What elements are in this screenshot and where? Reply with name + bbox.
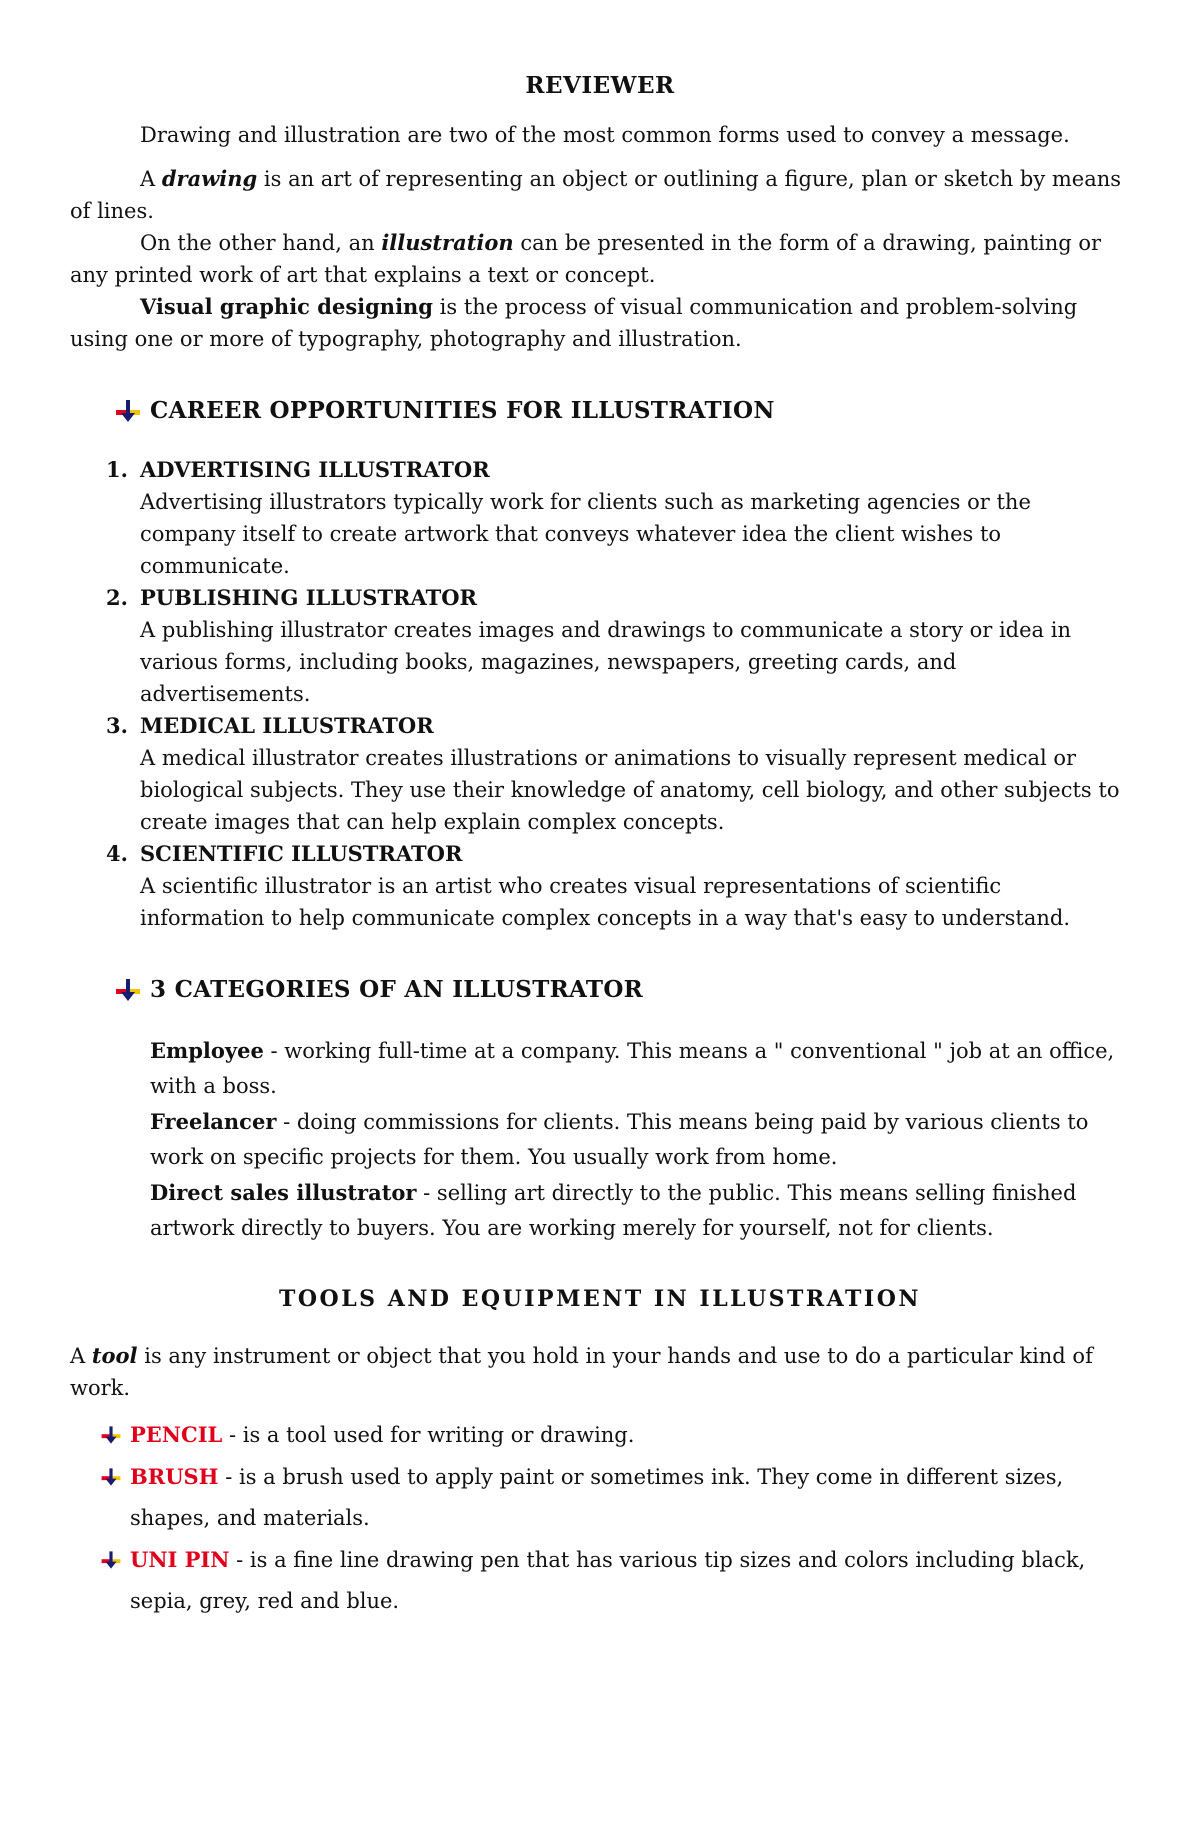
career-item	[106, 710, 1130, 838]
text: On the other hand, an	[140, 231, 382, 255]
tool-definition	[70, 1340, 1130, 1404]
arrow-down-bullet-icon	[100, 1424, 122, 1446]
text: is an art of representing an object or outlining a figure, plan or sketch by means of lines.	[70, 167, 1122, 223]
career-item-desc: A medical illustrator creates illustrations or animations to visually represent medical or biological subjects. They use their knowledge of anatomy, cell biology, and other subjects to create images that can help explain complex concepts.	[140, 746, 1120, 834]
text: A	[70, 1344, 92, 1368]
term-tool: tool	[91, 1343, 138, 1368]
term-visual-graphic-designing: Visual graphic designing	[140, 294, 433, 319]
title-text: PUBLISHING ILLUSTRATOR	[140, 585, 477, 610]
intro-paragraph-3	[70, 227, 1130, 291]
intro-paragraph-4	[70, 291, 1130, 355]
categories-heading	[114, 976, 1130, 1003]
category-desc: - doing commissions for clients. This means being paid by various clients to work on specific projects for them. You usually work from home.	[150, 1110, 1089, 1169]
career-item-title	[106, 838, 1130, 870]
intro-paragraph-2	[70, 163, 1130, 227]
tool-name: BRUSH	[130, 1464, 219, 1489]
arrow-down-bullet-icon	[100, 1549, 122, 1571]
text: is the process of visual communication and problem-solving using one or more of typography, photography and illustration.	[70, 295, 1078, 351]
item-number: 1.	[106, 457, 128, 482]
career-item-title	[106, 710, 1130, 742]
tool-item	[100, 1539, 1130, 1622]
page-title: REVIEWER	[525, 72, 675, 99]
career-item	[106, 582, 1130, 710]
text: A	[140, 167, 162, 191]
tool-text	[130, 1414, 634, 1456]
arrow-down-bullet-icon	[114, 398, 142, 424]
career-item-desc: A scientific illustrator is an artist who creates visual representations of scientific information to help communicate complex concepts in a way that's easy to understand.	[140, 874, 1071, 930]
tool-item	[100, 1414, 1130, 1456]
career-item-desc: Advertising illustrators typically work for clients such as marketing agencies or the company itself to create artwork that conveys whatever idea the client wishes to communicate.	[140, 490, 1031, 578]
text: can be presented in the form of a drawing, painting or any printed work of art that explains a text or concept.	[70, 231, 1102, 287]
intro-paragraph-1: Drawing and illustration are two of the most common forms used to convey a message.	[140, 123, 1070, 147]
item-number: 4.	[106, 841, 128, 866]
category-term: Freelancer	[150, 1109, 277, 1134]
category-item	[150, 1175, 1130, 1246]
career-item-desc: A publishing illustrator creates images and drawings to communicate a story or idea in various forms, including books, magazines, newspapers, greeting cards, and advertisements.	[140, 618, 1071, 706]
text: is any instrument or object that you hold in your hands and use to do a particular kind of work.	[70, 1344, 1093, 1400]
categories-heading-text: 3 CATEGORIES OF AN ILLUSTRATOR	[150, 976, 644, 1003]
career-item-title	[106, 582, 1130, 614]
tools-list	[100, 1414, 1130, 1622]
tool-name: PENCIL	[130, 1422, 223, 1447]
career-item	[106, 838, 1130, 934]
term-drawing: drawing	[161, 166, 258, 191]
title-text: MEDICAL ILLUSTRATOR	[140, 713, 434, 738]
categories-list	[150, 1033, 1130, 1246]
title-text: ADVERTISING ILLUSTRATOR	[140, 457, 490, 482]
tool-desc: - is a fine line drawing pen that has various tip sizes and colors including black, sepia, grey, red and blue.	[130, 1548, 1086, 1613]
career-heading-text: CAREER OPPORTUNITIES FOR ILLUSTRATION	[150, 397, 775, 424]
category-item	[150, 1033, 1130, 1104]
tool-desc: - is a brush used to apply paint or sometimes ink. They come in different sizes, shapes, and materials.	[130, 1465, 1064, 1530]
category-term: Direct sales illustrator	[150, 1180, 417, 1205]
tools-heading: TOOLS AND EQUIPMENT IN ILLUSTRATION	[279, 1286, 921, 1312]
career-list	[70, 454, 1130, 934]
category-term: Employee	[150, 1038, 264, 1063]
career-heading	[114, 397, 1130, 424]
tool-name: UNI PIN	[130, 1547, 230, 1572]
category-desc: - working full-time at a company. This means a " conventional " job at an office, with a boss.	[150, 1039, 1115, 1098]
category-desc: - selling art directly to the public. This means selling finished artwork directly to buyers. You are working merely for yourself, not for clients.	[150, 1181, 1077, 1240]
career-item	[106, 454, 1130, 582]
item-number: 3.	[106, 713, 128, 738]
arrow-down-bullet-icon	[114, 977, 142, 1003]
tool-text	[130, 1539, 1130, 1622]
tool-text	[130, 1456, 1130, 1539]
title-text: SCIENTIFIC ILLUSTRATOR	[140, 841, 463, 866]
career-item-title	[106, 454, 1130, 486]
arrow-down-bullet-icon	[100, 1466, 122, 1488]
term-illustration: illustration	[381, 230, 514, 255]
tool-desc: - is a tool used for writing or drawing.	[222, 1423, 635, 1447]
tool-item	[100, 1456, 1130, 1539]
category-item	[150, 1104, 1130, 1175]
item-number: 2.	[106, 585, 128, 610]
